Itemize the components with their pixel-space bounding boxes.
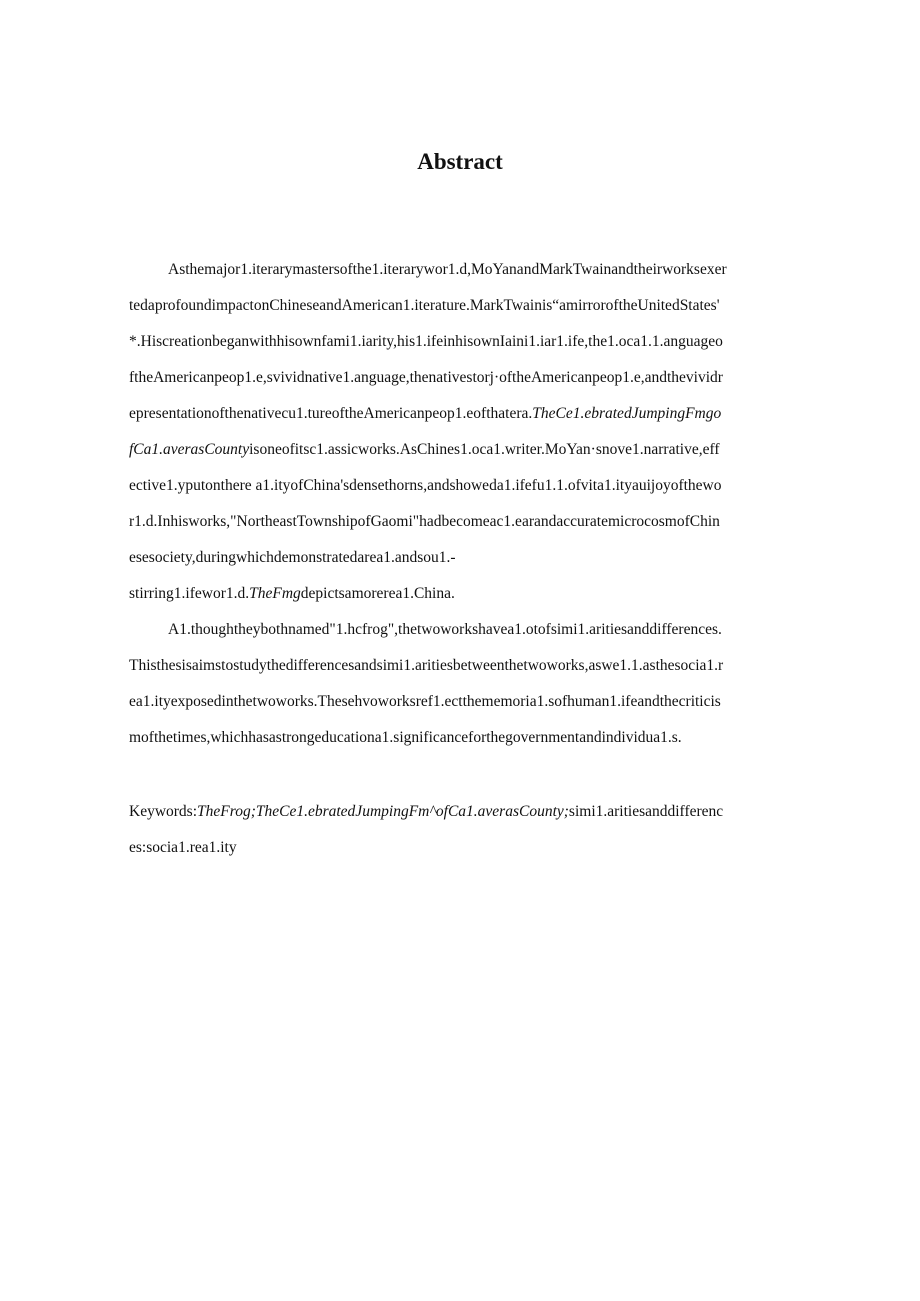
keywords-label: Keywords: xyxy=(129,803,198,820)
body-text: stirring1.ifewor1.d. xyxy=(129,585,250,602)
keywords-line-1 xyxy=(129,802,723,822)
body-text: epresentationofthenativecu1.tureoftheAmericanpeop1.eofthatera. xyxy=(129,405,533,422)
body-text: isoneofitsc1.assicworks.AsChines1.oca1.writer.MoYan·snove1.narrative,eff xyxy=(249,441,720,458)
paragraph-1-line-9: esesociety,duringwhichdemonstratedarea1.andsou1.- xyxy=(129,549,456,566)
paragraph-1-line-6 xyxy=(129,440,720,460)
italic-title-text: TheCe1.ebratedJumpingFmgo xyxy=(532,405,722,422)
paragraph-2-line-3: ea1.ityexposedinthetwoworks.Thesehvoworksref1.ectthememoria1.sofhuman1.ifeandthecriticis xyxy=(129,693,721,710)
italic-title-text: TheFmg xyxy=(249,585,301,602)
keywords-italic: TheFrog;TheCe1.ebratedJumpingFm^ofCa1.averasCounty; xyxy=(197,803,569,820)
page-title: Abstract xyxy=(417,149,503,174)
paragraph-1-line-1: Asthemajor1.iterarymastersofthe1.iterarywor1.d,MoYanandMarkTwainandtheirworksexer xyxy=(168,261,727,278)
paragraph-2-line-4: mofthetimes,whichhasastrongeducationa1.significanceforthegovernmentandindividua1.s. xyxy=(129,729,682,746)
paragraph-1-line-5 xyxy=(129,404,721,424)
paragraph-1-line-7: ective1.yputonthere a1.ityofChina'sdensethorns,andshoweda1.ifefu1.1.ofvita1.ityauijoyofthewo xyxy=(129,477,722,494)
paragraph-2-line-1: A1.thoughtheybothnamed"1.hcfrog",thetwoworkshavea1.otofsimi1.aritiesanddifferences. xyxy=(168,621,722,638)
keywords-text: simi1.aritiesanddifferenc xyxy=(568,803,724,820)
paragraph-2-line-2: Thisthesisaimstostudythedifferencesandsimi1.aritiesbetweenthetwoworks,aswe1.1.asthesocia1.r xyxy=(129,657,724,674)
keywords-line-2: es:socia1.rea1.ity xyxy=(129,839,237,856)
paragraph-1-line-3: *.Hiscreationbeganwithhisownfami1.iarity,his1.ifeinhisownIaini1.iar1.ife,the1.oca1.1.anguageo xyxy=(129,333,723,350)
italic-title-text: fCa1.averasCounty xyxy=(129,441,250,458)
paragraph-1-line-10 xyxy=(129,584,455,604)
paragraph-1-line-8: r1.d.Inhisworks,"NortheastTownshipofGaomi"hadbecomeac1.earandaccuratemicrocosmofChin xyxy=(129,513,720,530)
paragraph-1-line-2: tedaprofoundimpactonChineseandAmerican1.iterature.MarkTwainis“amirroroftheUnitedStates' xyxy=(129,297,720,314)
paragraph-1-line-4: ftheAmericanpeop1.e,svividnative1.anguage,thenativestorj·oftheAmericanpeop1.e,andthevividr xyxy=(129,369,723,386)
body-text: depictsamorerea1.China. xyxy=(300,585,455,602)
